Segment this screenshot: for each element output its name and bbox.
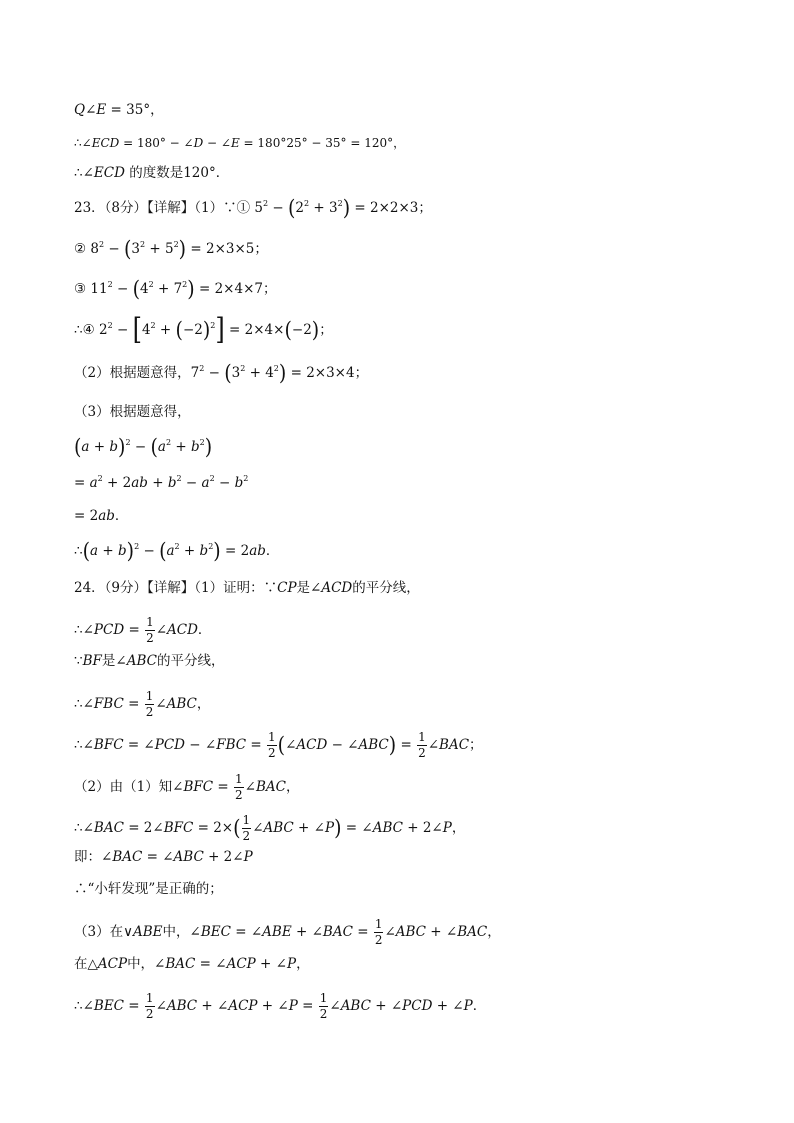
q24-part2: （2）由（1）知∠BFC = $\frac{1}{2}$ ∠BAC， (74, 772, 300, 803)
q24-bac-result: 即：∠BAC = ∠ABC + 2∠P (74, 849, 253, 865)
q23-header: 23．（8分）【详解】（1）∵① $5^2 - (2^2 + 3^2) = 2\times 2\times 3$； (74, 195, 432, 221)
q23-eq4: ∴④ $2^2 - [4^2 + (-2)^2] = 2\times 4\times(-2)$； (74, 311, 333, 347)
q23-part3-intro: （3）根据题意得， (74, 404, 191, 420)
q23-expr: $(a + b)^2 - (a^2 + b^2)$ (74, 434, 213, 460)
q23-eq3: ③ $11^2 - (4^2 + 7^2) = 2\times 4\times 7$； (74, 276, 277, 302)
q24-header: 24．（9分）【详解】（1）证明：∵CP是∠ACD的平分线， (74, 580, 420, 596)
q23-eq2: ② $8^2 - (3^2 + 5^2) = 2\times 3\times 5$； (74, 236, 268, 262)
q23-simplify: = 2ab． (74, 508, 129, 524)
q24-pcd: ∴∠PCD = $\frac{1}{2}$ ∠ACD． (74, 615, 212, 646)
q24-acp: 在△ACP中，∠BAC = ∠ACP + ∠P， (74, 956, 310, 972)
line-angle-ecd-result: ∴∠ECD 的度数是120°． (74, 165, 230, 181)
q23-part2: （2）根据题意得，$7^2 - (3^2 + 4^2) = 2\times 3\times 4$； (74, 360, 369, 386)
q24-fbc: ∴∠FBC = $\frac{1}{2}$ ∠ABC， (74, 689, 211, 720)
q23-expand: = $a^2 + 2ab + b^2 - a^2 - b^2$ (74, 474, 249, 491)
q24-bec: ∴∠BEC = $\frac{1}{2}$ ∠ABC + ∠ACP + ∠P = $\frac{1}{2}$ ∠ABC + ∠PCD + ∠P． (74, 991, 487, 1022)
line-angle-e: Q∠E = 35°， (74, 102, 164, 118)
q24-bf-bisector: ∵BF是∠ABC的平分线， (74, 653, 225, 669)
q24-correct: ∴“小轩发现”是正确的； (74, 881, 223, 897)
q24-bfc: ∴∠BFC = ∠PCD − ∠FBC = $\frac{1}{2}$ (∠ACD − ∠ABC) = $\frac{1}{2}$ ∠BAC； (74, 730, 483, 761)
line-angle-ecd-calc: ∴∠ECD = 180° − ∠D − ∠E = 180°25° − 35° = 120°， (74, 136, 406, 150)
q24-bac-calc: ∴∠BAC = 2∠BFC = 2×( $\frac{1}{2}$ ∠ABC + ∠P) = ∠ABC + 2∠P， (74, 813, 466, 844)
q24-part3: （3）在∨ABE中，∠BEC = ∠ABE + ∠BAC = $\frac{1}{2}$ ∠ABC + ∠BAC， (74, 917, 501, 948)
q23-conclusion: ∴(a + $b)^2 - (a^2 + b^2) = 2ab$． (74, 538, 280, 564)
